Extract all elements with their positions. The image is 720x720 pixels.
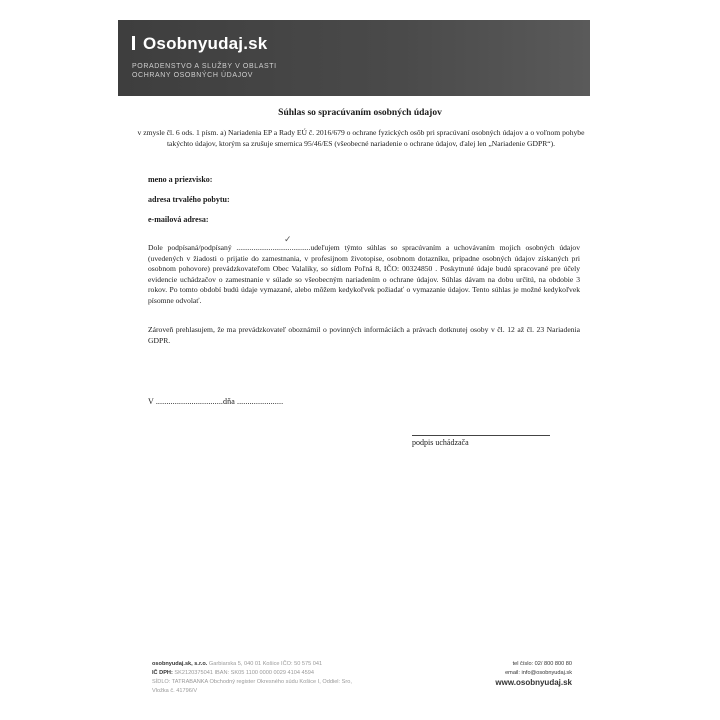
footer-phone: tel číslo: 02/ 800 800 80 — [512, 661, 572, 667]
consent-paragraph: Dole podpísaná/podpísaný .......................................udeľujem týmto súhlas so spracúvaním a uchovávaním mojich osobných údajov (uvedených v žiadosti o prijatie do zamestnania, v profesijnom životopise, osobnom dotazníku, prípadne osobných údajov získaných pri osobnom pohovore) prevádzkovateľom Obec Valaliky, so sídlom Poľná 8, IČO: 00324850 . Poskytnuté údaje budú spracované pre účely evidencie uchádzačov o zamestnanie v súlade so všeobecným nariadením o ochrane údajov. Súhlas dávam na dobu určitú, na obdobie 3 rokov. Po tomto období budú údaje vymazané, alebo môžem kedykoľvek požiadať o vymazanie údajov. Tento súhlas je možné kedykoľvek písomne odvolať. — [148, 243, 580, 305]
footer-contact — [412, 660, 572, 687]
pen-mark: ✓ — [284, 234, 292, 244]
tagline-line1: PORADENSTVO A SLUŽBY V OBLASTI — [132, 63, 277, 70]
declaration-paragraph: Zároveň prehlasujem, že ma prevádzkovateľ oboznámil o povinných informáciách a právach dotknutej osoby v čl. 12 až čl. 23 Nariadenia GDPR. — [148, 325, 580, 345]
header-banner — [118, 20, 590, 96]
brand-logo — [132, 34, 267, 54]
footer-line1: osobnyudaj.sk, s.r.o. Garbiarska 5, 040 01 Košice IČO: 50 575 041 — [152, 661, 323, 667]
document-title: Súhlas so spracúvaním osobných údajov — [278, 108, 442, 118]
footer-website: www.osobnyudaj.sk — [495, 678, 572, 687]
tagline-line2: OCHRANY OSOBNÝCH ÚDAJOV — [132, 72, 254, 79]
footer-line3: SÍDLO: TATRABANKA Obchodný register Okresného súdu Košice I, Oddiel: Sro, Vložka č. 41796/V — [152, 679, 352, 694]
signature-line — [412, 435, 550, 436]
footer-company-info — [152, 660, 362, 696]
footer-email: email: info@osobnyudaj.sk — [505, 670, 572, 676]
name-field-label: meno a priezvisko: — [148, 175, 213, 184]
brand-tagline — [132, 62, 332, 80]
brand-name: Osobnyudaj.sk — [143, 34, 268, 53]
logo-bar-icon — [132, 36, 135, 50]
footer — [152, 660, 572, 700]
signature-label: podpis uchádzača — [412, 438, 469, 447]
footer-line2: IČ DPH: SK2120375041 IBAN: SK05 1100 0000 0029 4104 4594 — [152, 670, 314, 676]
legal-intro: v zmysle čl. 6 ods. 1 písm. a) Nariadenia EP a Rady EÚ č. 2016/679 o ochrane fyzických osôb pri spracúvaní osobných údajov a o voľnom pohybe takýchto údajov, ktorým sa zrušuje smernica 95/46/ES (všeobecné nariadenie o ochrane údajov, ďalej len „Nariadenie GDPR“). — [137, 128, 585, 148]
address-field-label: adresa trvalého pobytu: — [148, 195, 230, 204]
email-field-label: e-mailová adresa: — [148, 215, 209, 224]
place-date-line: V ................................dňa ...................... — [148, 397, 284, 406]
